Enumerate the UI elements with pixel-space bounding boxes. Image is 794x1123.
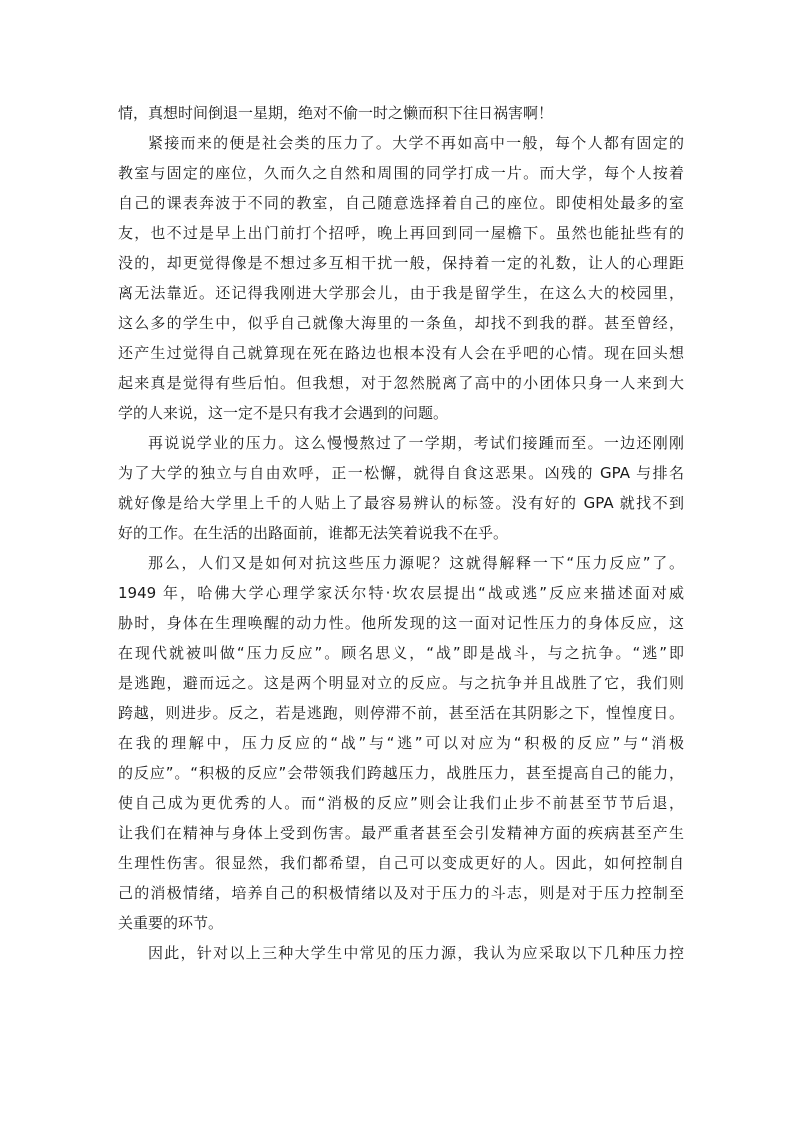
text-line: 再说说学业的压力。这么慢慢熬过了一学期，考试们接踵而至。一边还刚刚	[148, 434, 684, 452]
text-line: 起来真是觉得有些后怕。但我想，对于忽然脱离了高中的小团体只身一人来到大	[118, 374, 684, 392]
text-line: 友，也不过是早上出门前打个招呼，晚上再回到同一屋檐下。虽然也能扯些有的	[118, 224, 684, 242]
text-line: 情，真想时间倒退一星期，绝对不偷一时之懒而积下往日祸害啊！	[118, 104, 554, 122]
text-line: 还产生过觉得自己就算现在死在路边也根本没有人会在乎吧的心情。现在回头想	[118, 344, 684, 362]
text-line: 因此，针对以上三种大学生中常见的压力源，我认为应采取以下几种压力控	[148, 944, 684, 962]
text-line: 生理性伤害。很显然，我们都希望，自己可以变成更好的人。因此，如何控制自	[118, 854, 684, 872]
text-line: 好的工作。在生活的出路面前，谁都无法笑着说我不在乎。	[118, 524, 509, 542]
text-line: 关重要的环节。	[118, 914, 224, 932]
text-line: 这么多的学生中，似乎自己就像大海里的一条鱼，却找不到我的群。甚至曾经，	[118, 314, 684, 332]
text-line: 让我们在精神与身体上受到伤害。最严重者甚至会引发精神方面的疾病甚至产生	[118, 824, 684, 842]
text-line: 是逃跑，避而远之。这是两个明显对立的反应。与之抗争并且战胜了它，我们则	[118, 674, 684, 692]
text-line: 1949 年，哈佛大学心理学家沃尔特·坎农层提出“战或逃”反应来描述面对威	[118, 584, 684, 602]
text-line: 没的，却更觉得像是不想过多互相干扰一般，保持着一定的礼数，让人的心理距	[118, 254, 684, 272]
text-line: 使自己成为更优秀的人。而“消极的反应”则会让我们止步不前甚至节节后退，	[118, 794, 684, 812]
text-line: 己的消极情绪，培养自己的积极情绪以及对于压力的斗志，则是对于压力控制至	[118, 884, 684, 902]
body-text	[118, 98, 684, 968]
text-line: 为了大学的独立与自由欢呼，正一松懈，就得自食这恶果。凶残的 GPA 与排名	[118, 464, 684, 482]
text-line: 跨越，则进步。反之，若是逃跑，则停滞不前，甚至活在其阴影之下，惶惶度日。	[118, 704, 684, 722]
text-line: 那么，人们又是如何对抗这些压力源呢？这就得解释一下“压力反应”了。	[148, 554, 684, 572]
text-line: 自己的课表奔波于不同的教室，自己随意选择着自己的座位。即使相处最多的室	[118, 194, 684, 212]
text-line: 学的人来说，这一定不是只有我才会遇到的问题。	[118, 404, 449, 422]
text-line: 胁时，身体在生理唤醒的动力性。他所发现的这一面对记性压力的身体反应，这	[118, 614, 684, 632]
text-line: 教室与固定的座位，久而久之自然和周围的同学打成一片。而大学，每个人按着	[118, 164, 684, 182]
text-line: 在我的理解中，压力反应的“战”与“逃”可以对应为“积极的反应”与“消极	[118, 734, 684, 752]
text-line: 的反应”。“积极的反应”会带领我们跨越压力，战胜压力，甚至提高自己的能力，	[118, 764, 684, 782]
text-line: 就好像是给大学里上千的人贴上了最容易辨认的标签。没有好的 GPA 就找不到	[118, 494, 684, 512]
text-line: 紧接而来的便是社会类的压力了。大学不再如高中一般，每个人都有固定的	[148, 134, 684, 152]
text-line: 离无法靠近。还记得我刚进大学那会儿，由于我是留学生，在这么大的校园里，	[118, 284, 684, 302]
text-line: 在现代就被叫做“压力反应”。顾名思义，“战”即是战斗，与之抗争。“逃”即	[118, 644, 684, 662]
